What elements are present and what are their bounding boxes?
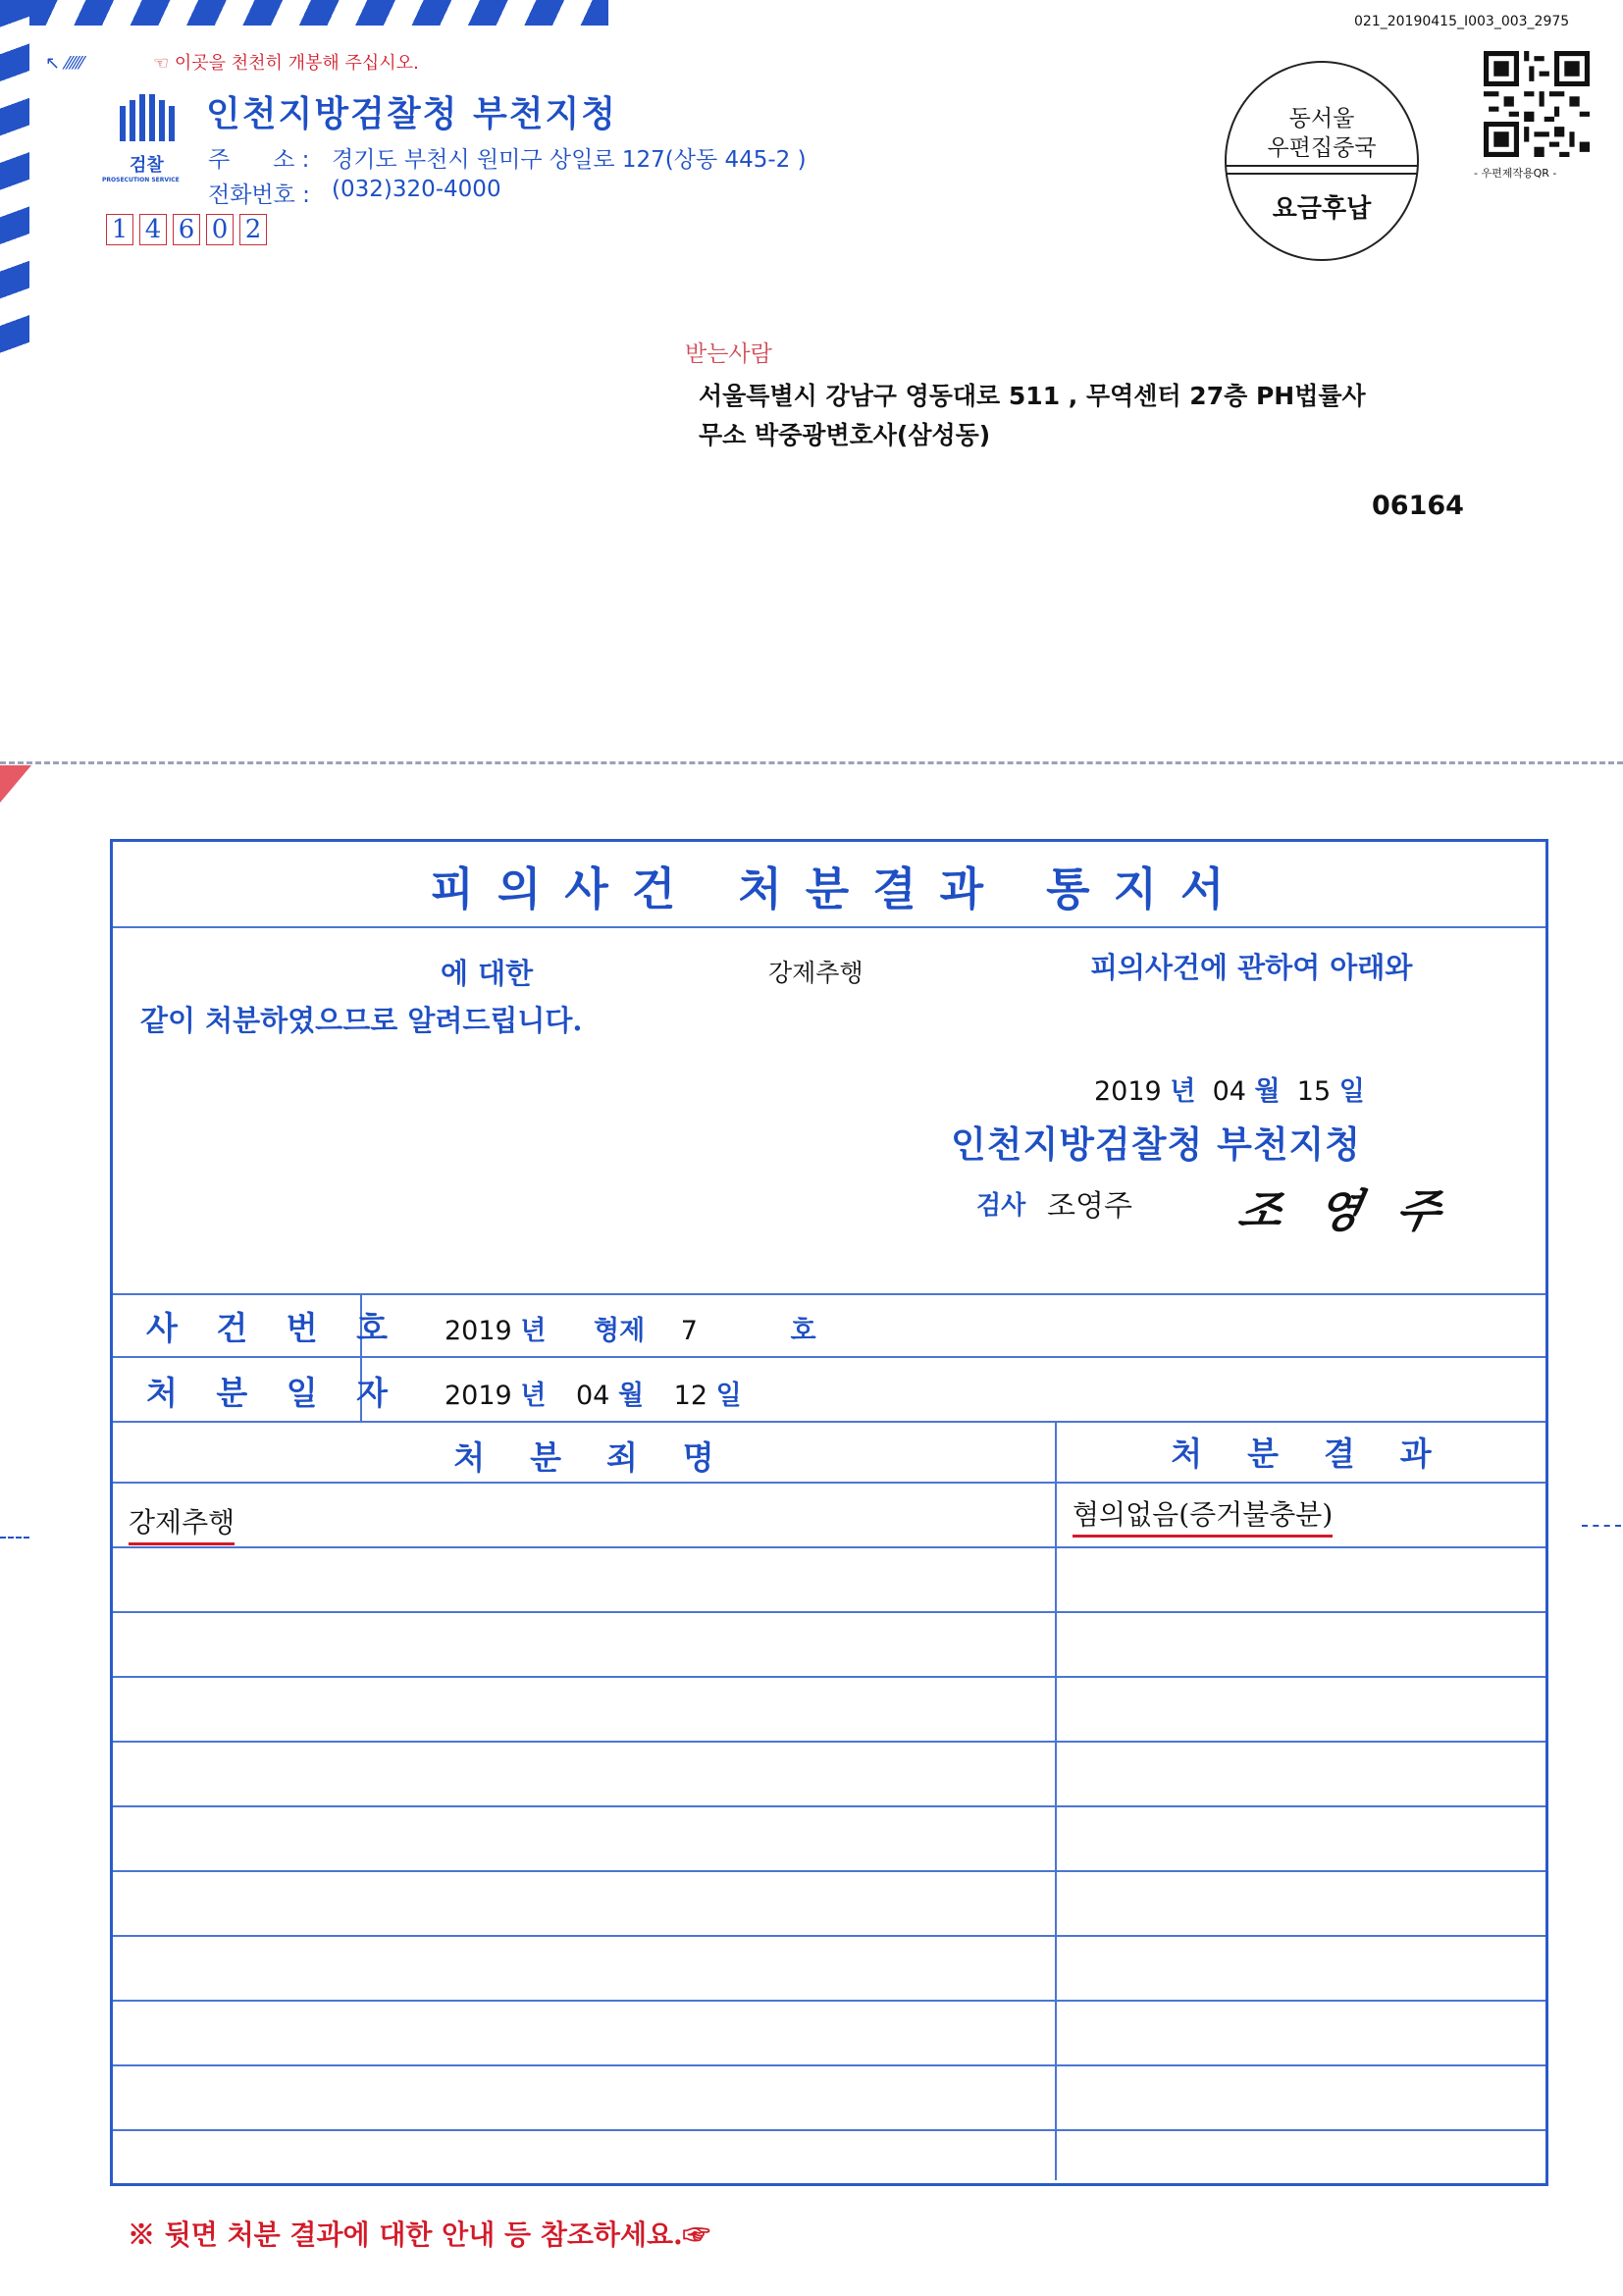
disposal-date-label: 처 분 일 자 [146, 1374, 401, 1412]
postmark-line3: 요금후납 [1272, 194, 1372, 224]
postmark-stamp [1225, 61, 1419, 261]
qr-caption: - 우편제작용QR - [1474, 167, 1557, 180]
prosecution-logo-icon [118, 92, 181, 141]
envelope-stripe-top [29, 0, 608, 26]
zip-digit: 6 [173, 214, 200, 245]
issuing-office: 인천지방검찰청 부천지청 [951, 1123, 1362, 1166]
intro-line2: 같이 처분하였으므로 알려드립니다. [140, 1004, 583, 1037]
zip-digit: 2 [239, 214, 267, 245]
recipient-zip: 06164 [1372, 491, 1464, 521]
tear-arrow-icon: ↖ ⁄⁄⁄⁄⁄⁄ [45, 53, 83, 74]
logo-subcaption: PROSECUTION SERVICE [102, 177, 180, 183]
sender-name: 인천지방검찰청 부천지청 [206, 94, 618, 134]
recipient-address-line2: 무소 박중광변호사(삼성동) [699, 421, 991, 449]
address-label: 주 소 : [208, 147, 310, 173]
footer-note: ※ 뒷면 처분 결과에 대한 안내 등 참조하세요.☞ [128, 2218, 710, 2251]
phone-value: (032)320-4000 [332, 177, 501, 202]
logo-caption: 검찰 [130, 155, 164, 176]
prosecutor-signature: 조 영 주 [1233, 1184, 1455, 1237]
corner-mark [0, 765, 31, 803]
qr-code-icon [1484, 51, 1590, 157]
disposal-date-value: 2019 년 04 월 12 일 [445, 1381, 742, 1411]
case-number-value: 2019 년 형제 7 호 [445, 1316, 816, 1346]
tear-line [0, 761, 1623, 764]
disposition-notice-form [110, 839, 1548, 2186]
zip-digit: 0 [206, 214, 234, 245]
intro-prefix: 에 대한 [441, 957, 534, 990]
prosecutor-label: 검사 [976, 1191, 1026, 1221]
notice-date: 2019 년 04 월 15 일 [1094, 1076, 1365, 1107]
address-value: 경기도 부천시 원미구 상일로 127(상동 445-2 ) [332, 147, 807, 173]
form-title: 피 의 사 건 처 분 결 과 통 지 서 [430, 862, 1229, 915]
intro-case-name: 강제추행 [768, 959, 864, 987]
recipient-address-line1: 서울특별시 강남구 영동대로 511 , 무역센터 27층 PH법률사 [699, 382, 1366, 410]
document-id: 021_20190415_I003_003_2975 [1354, 14, 1570, 29]
intro-suffix: 피의사건에 관하여 아래와 [1090, 951, 1413, 984]
recipient-label: 받는사람 [685, 341, 772, 367]
fold-mark-left [0, 1537, 29, 1539]
open-instruction: ☜ 이곳을 천천히 개봉해 주십시오. [153, 53, 419, 74]
envelope-stripe-left [0, 0, 29, 363]
zip-digit: 4 [139, 214, 167, 245]
column-header-result: 처 분 결 과 [1171, 1435, 1432, 1473]
postmark-line1: 동서울 [1288, 106, 1355, 131]
column-header-charge: 처 분 죄 명 [453, 1438, 714, 1477]
zip-digit: 1 [106, 214, 133, 245]
phone-label: 전화번호 : [208, 183, 310, 208]
result-cell: 혐의없음(증거불충분) [1073, 1493, 1333, 1538]
postmark-line2: 우편집중국 [1267, 135, 1377, 161]
case-number-label: 사 건 번 호 [146, 1309, 401, 1347]
sender-zip-boxes [106, 214, 273, 245]
prosecutor-name: 조영주 [1047, 1189, 1132, 1224]
charge-cell: 강제추행 [129, 1501, 235, 1545]
fold-mark-right [1582, 1525, 1621, 1527]
